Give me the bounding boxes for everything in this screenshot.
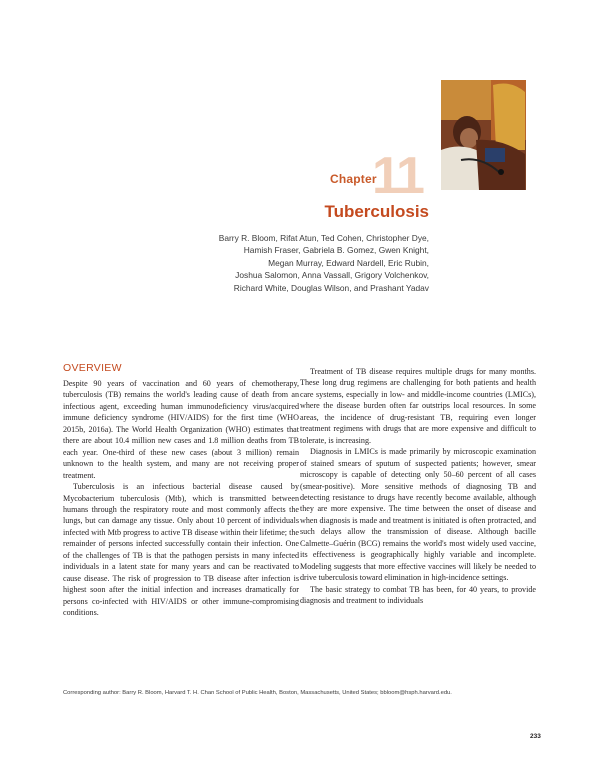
author-list	[190, 232, 429, 294]
body-column-left	[63, 378, 299, 619]
corresponding-author-footnote: Corresponding author: Barry R. Bloom, Harvard T. H. Chan School of Public Health, Boston, Massachusetts, United States; bbloom@hsph.harvard.edu.	[63, 690, 452, 696]
author-line: Hamish Fraser, Gabriela B. Gomez, Gwen Knight,	[243, 245, 429, 256]
section-heading-overview: OVERVIEW	[63, 362, 122, 374]
photo-illustration	[441, 80, 526, 190]
body-paragraph: Despite 90 years of vaccination and 60 years of chemotherapy, tuberculosis (TB) remains the world's leading cause of death from an infectious agent, exceeding human immunodeficiency virus/acquired immune deficiency syndrome (HIV/AIDS) for the first time (WHO 2015b, 2016a). The World Health Organization (WHO) estimates that there are about 10.4 million new cases and 1.8 million deaths from TB each year. One-third of these new cases (about 3 million) remain unknown to the health system, and many are not receiving proper treatment.	[63, 379, 299, 480]
chapter-number: 11	[372, 147, 423, 205]
page-number: 233	[530, 733, 541, 740]
chapter-title: Tuberculosis	[324, 202, 429, 221]
body-column-right	[300, 366, 536, 607]
body-paragraph: Treatment of TB disease requires multiple drugs for many months. These long drug regimens are challenging for both patients and health care systems, especially in low- and middle-income countries (LMICs), where the disease burden often far outstrips local resources. In some areas, the incidence of drug-resistant TB, requiring even longer treatment regimens with drugs that are more expensive and difficult to tolerate, is increasing.	[300, 367, 536, 445]
body-paragraph: Diagnosis in LMICs is made primarily by microscopic examination of stained smears of sputum of suspected patients; however, smear microscopy is capable of detecting only 50–60 percent of all cases (smear-positive). More sensitive methods of diagnosing TB and detecting resistance to drugs have recently become available, although they are more expensive. The time between the onset of disease and when diagnosis is made and treatment is initiated is often protracted, and such delays allow the transmission of disease. Although bacille Calmette–Guérin (BCG) remains the world's most widely used vaccine, its effectiveness is geographically highly variable and incomplete. Modeling suggests that more effective vaccines will likely be needed to drive tuberculosis toward elimination in high-incidence settings.	[300, 447, 537, 583]
author-line: Barry R. Bloom, Rifat Atun, Ted Cohen, Christopher Dye,	[218, 233, 429, 243]
author-line: Joshua Salomon, Anna Vassall, Grigory Volchenkov,	[235, 270, 429, 281]
author-line: Richard White, Douglas Wilson, and Prashant Yadav	[233, 282, 429, 293]
body-paragraph: Tuberculosis is an infectious bacterial disease caused by Mycobacterium tuberculosis (Mtb), which is transmitted between humans through the respiratory route and most commonly affects the lungs, but can damage any tissue. Only about 10 percent of individuals infected with Mtb progress to active TB disease within their lifetime; the remainder of persons infected successfully contain their infection. One of the challenges of TB is that the pathogen persists in many infected individuals in a latent state for many years and can be reactivated to cause disease. The risk of progression to TB disease after infection is highest soon after the initial infection and increases dramatically for persons co-infected with HIV/AIDS or other immune-compromising conditions.	[63, 482, 299, 618]
author-line: Megan Murray, Edward Nardell, Eric Rubin,	[268, 257, 429, 268]
chapter-photo	[441, 80, 526, 190]
body-paragraph: The basic strategy to combat TB has been, for 40 years, to provide diagnosis and treatment to individuals	[300, 584, 536, 606]
chapter-label: Chapter	[330, 172, 377, 186]
